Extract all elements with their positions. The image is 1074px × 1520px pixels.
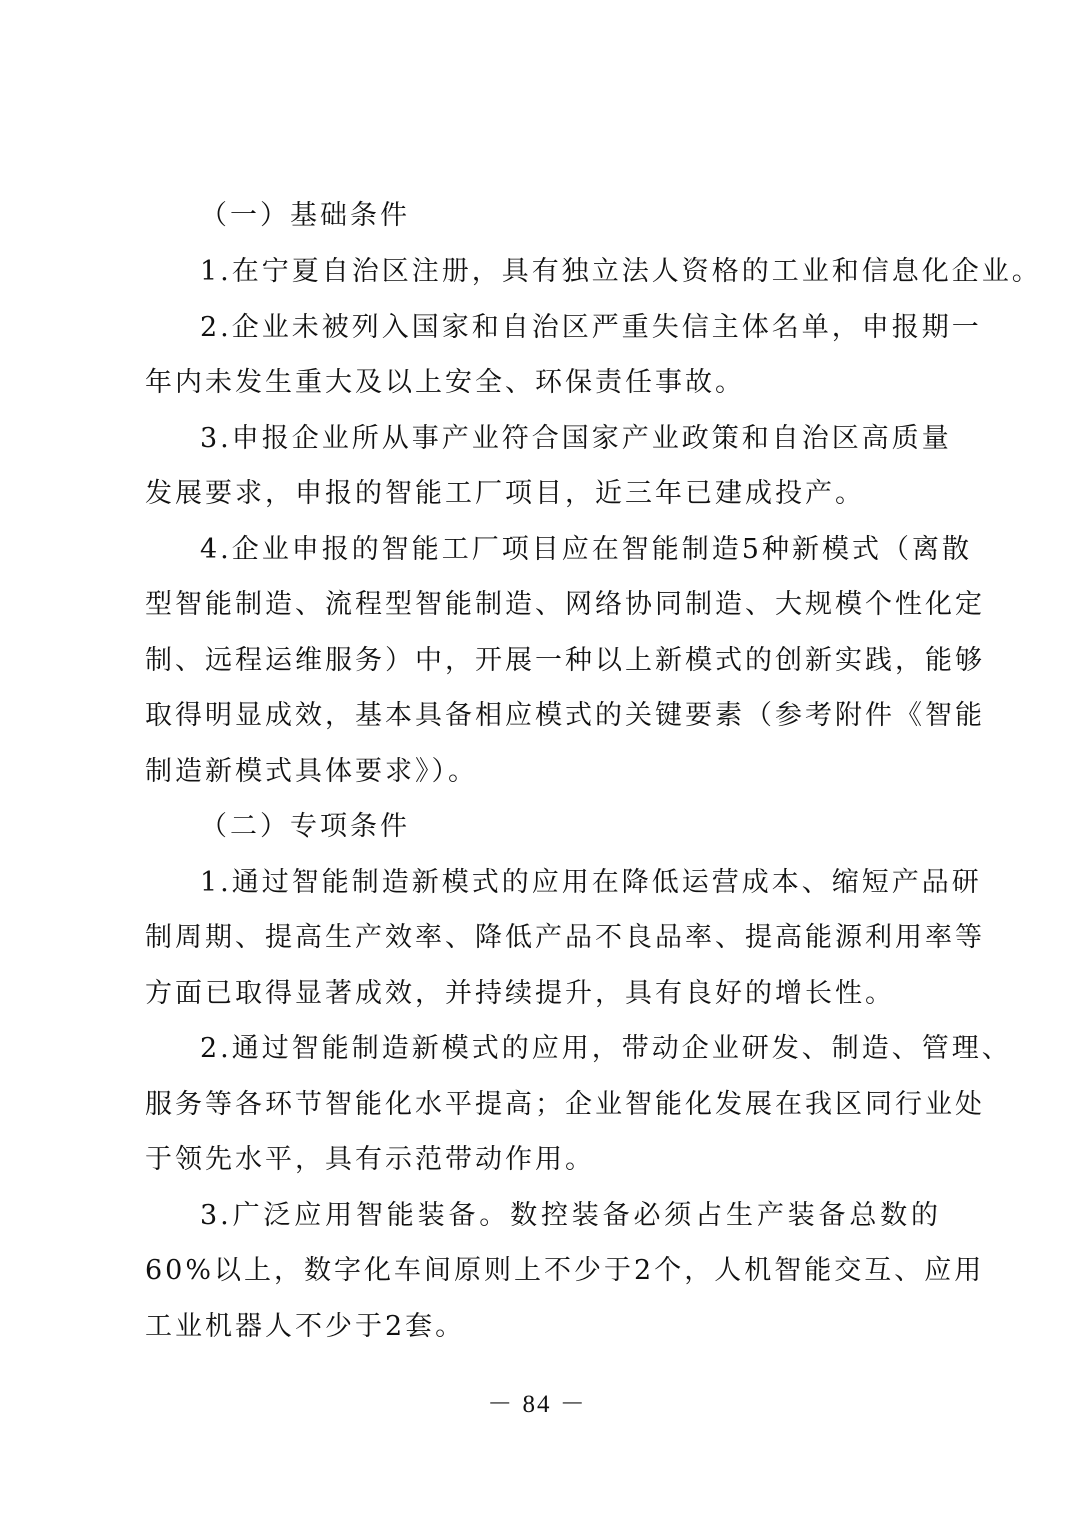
paragraph-line: 3.申报企业所从事产业符合国家产业政策和自治区高质量 [200, 423, 952, 454]
paragraph-line: 取得明显成效，基本具备相应模式的关键要素（参考附件《智能 [145, 700, 985, 731]
paragraph-line: 工业机器人不少于2套。 [145, 1311, 466, 1342]
paragraph-line: 制周期、提高生产效率、降低产品不良品率、提高能源利用率等 [145, 922, 985, 953]
paragraph-line: 年内未发生重大及以上安全、环保责任事故。 [145, 367, 745, 398]
paragraph-line: 60%以上，数字化车间原则上不少于2个，人机智能交互、应用 [145, 1255, 985, 1286]
paragraph-line: 制造新模式具体要求》）。 [145, 756, 478, 787]
paragraph-line: 2.通过智能制造新模式的应用，带动企业研发、制造、管理、 [200, 1033, 1012, 1064]
paragraph-line: 服务等各环节智能化水平提高；企业智能化发展在我区同行业处 [145, 1089, 985, 1120]
paragraph-line: 型智能制造、流程型智能制造、网络协同制造、大规模个性化定 [145, 589, 985, 620]
paragraph-line: 于领先水平，具有示范带动作用。 [145, 1144, 595, 1175]
page-number: － 84 － [487, 1391, 587, 1418]
paragraph-line: 2.企业未被列入国家和自治区严重失信主体名单，申报期一 [200, 312, 982, 343]
paragraph-line: 3.广泛应用智能装备。数控装备必须占生产装备总数的 [200, 1200, 941, 1231]
section-heading-special: （二）专项条件 [200, 811, 410, 842]
paragraph-line: 4.企业申报的智能工厂项目应在智能制造5种新模式（离散 [200, 534, 972, 565]
paragraph-line: 1.在宁夏自治区注册，具有独立法人资格的工业和信息化企业。 [200, 256, 1042, 287]
paragraph-line: 1.通过智能制造新模式的应用在降低运营成本、缩短产品研 [200, 867, 982, 898]
paragraph-line: 方面已取得显著成效，并持续提升，具有良好的增长性。 [145, 978, 895, 1009]
paragraph-line: 制、远程运维服务）中，开展一种以上新模式的创新实践，能够 [145, 645, 985, 676]
paragraph-line: 发展要求，申报的智能工厂项目，近三年已建成投产。 [145, 478, 865, 509]
section-heading-basic: （一）基础条件 [200, 200, 410, 231]
